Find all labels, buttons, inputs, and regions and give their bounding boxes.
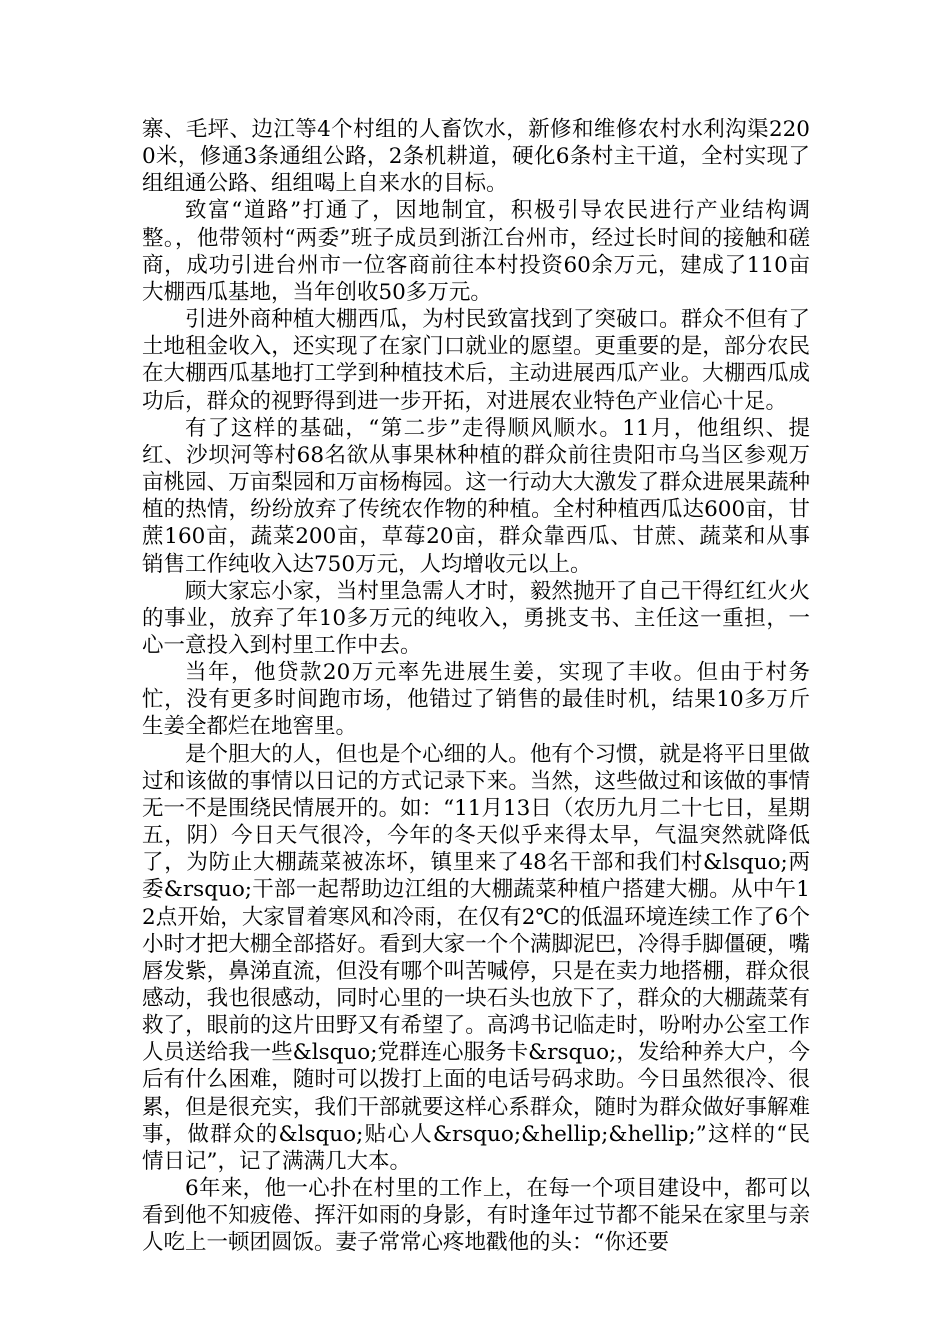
paragraph-7: 是个胆大的人，但也是个心细的人。他有个习惯，就是将平日里做过和该做的事情以日记的方式记录下来。当然，这些做过和该做的事情无一不是围绕民情展开的。如：“11月13日（农历九月二十七日，星期五，阴）今日天气很冷，今年的冬天似乎来得太早，气温突然就降低了，为防止大棚蔬菜被冻坏，镇里来了48名干部和我们村&lsquo;两委&rsquo;干部一起帮助边江组的大棚蔬菜种植户搭建大棚。从中午12点开始，大家冒着寒风和冷雨，在仅有2℃的低温环境连续工作了6个小时才把大棚全部搭好。看到大家一个个满脚泥巴，冷得手脚僵硬，嘴唇发紫，鼻涕直流，但没有哪个叫苦喊停，只是在卖力地搭棚，群众很感动，我也很感动，同时心里的一块石头也放下了，群众的大棚蔬菜有救了，眼前的这片田野又有希望了。高鸿书记临走时，吩咐办公室工作人员送给我一些&lsquo;党群连心服务卡&rsquo;，发给种养大户，今后有什么困难，随时可以拨打上面的电话号码求助。今日虽然很冷、很累，但是很充实，我们干部就要这样心系群众，随时为群众做好事解难事，做群众的&lsquo;贴心人&rsquo;&hellip;&hellip;”这样的“民情日记”，记了满满几大本。	[142, 741, 810, 1174]
document-body	[142, 116, 810, 1257]
paragraph-1: 寨、毛坪、边江等4个村组的人畜饮水，新修和维修农村水利沟渠2200米，修通3条通组公路，2条机耕道，硬化6条村主干道，全村实现了组组通公路、组组喝上自来水的目标。	[142, 117, 810, 197]
paragraph-8: 6年来，他一心扑在村里的工作上，在每一个项目建设中，都可以看到他不知疲倦、挥汗如雨的身影，有时逢年过节都不能呆在家里与亲人吃上一顿团圆饭。妻子常常心疼地戳他的头：“你还要	[142, 1176, 810, 1256]
paragraph-6: 当年，他贷款20万元率先进展生姜，实现了丰收。但由于村务忙，没有更多时间跑市场，他错过了销售的最佳时机，结果10多万斤生姜全都烂在地窖里。	[142, 660, 810, 740]
paragraph-2: 致富“道路”打通了，因地制宜，积极引导农民进行产业结构调整。，他带领村“两委”班子成员到浙江台州市，经过长时间的接触和磋商，成功引进台州市一位客商前往本村投资60余万元，建成了110亩大棚西瓜基地，当年创收50多万元。	[142, 198, 810, 305]
paragraph-4: 有了这样的基础，“第二步”走得顺风顺水。11月，他组织、提红、沙坝河等村68名欲从事果林种植的群众前往贵阳市乌当区参观万亩桃园、万亩梨园和万亩杨梅园。这一行动大大激发了群众进展果蔬种植的热情，纷纷放弃了传统农作物的种植。全村种植西瓜达600亩，甘蔗160亩，蔬菜200亩，草莓20亩，群众靠西瓜、甘蔗、蔬菜和从事销售工作纯收入达750万元，人均增收元以上。	[142, 415, 810, 577]
paragraph-5: 顾大家忘小家，当村里急需人才时，毅然抛开了自己干得红红火火的事业，放弃了年10多万元的纯收入，勇挑支书、主任这一重担，一心一意投入到村里工作中去。	[142, 578, 810, 658]
paragraph-3: 引进外商种植大棚西瓜，为村民致富找到了突破口。群众不但有了土地租金收入，还实现了在家门口就业的愿望。更重要的是，部分农民在大棚西瓜基地打工学到种植技术后，主动进展西瓜产业。大棚西瓜成功后，群众的视野得到进一步开拓，对进展农业特色产业信心十足。	[142, 307, 810, 414]
